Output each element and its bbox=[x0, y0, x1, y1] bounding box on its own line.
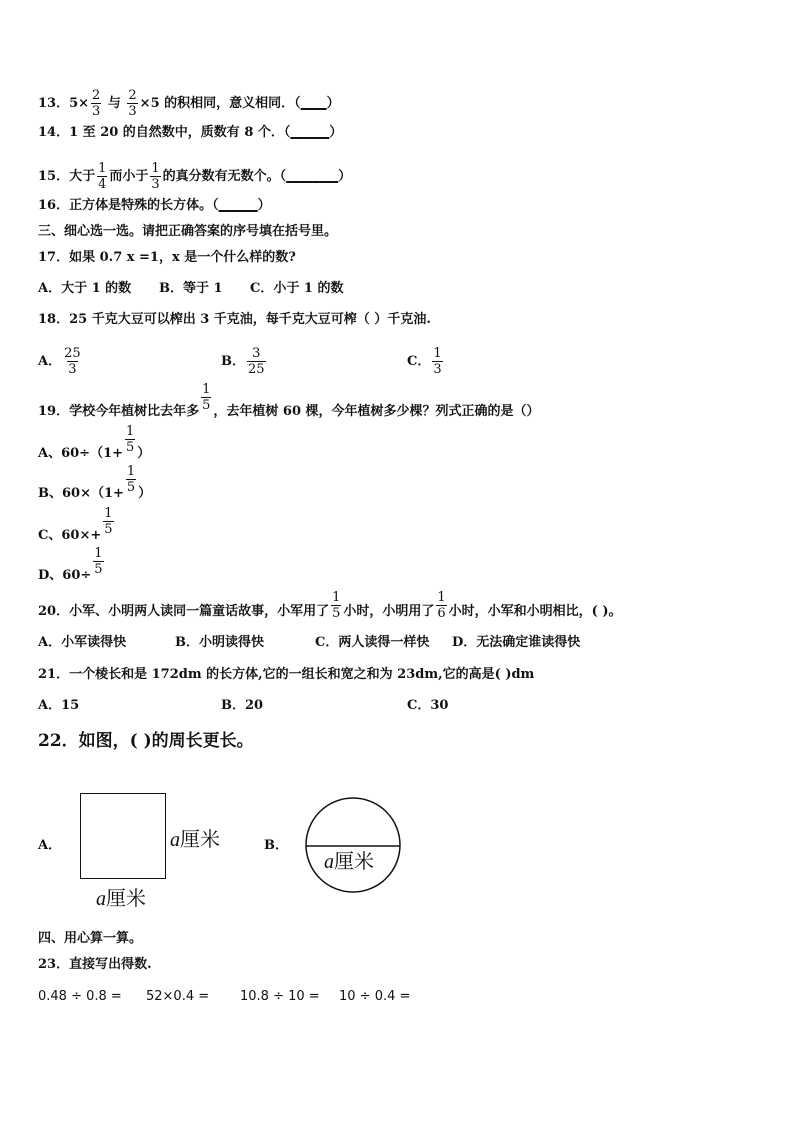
square-side-label: a厘米 bbox=[170, 827, 220, 851]
option-b[interactable]: B、60×（1+ $\frac{1}{5}$ ） bbox=[38, 464, 152, 501]
math-item: 10 ÷ 0.4 = bbox=[339, 989, 411, 1004]
option-c[interactable]: C．30 bbox=[407, 698, 449, 713]
question-13: 13．5× $\frac{2}{3}$ 与 $\frac{2}{3}$ ×5 的积相同，意义相同．（____） bbox=[38, 88, 340, 119]
fraction: $\frac{1}{4}$ bbox=[98, 161, 107, 192]
fraction: $\frac{1}{5}$ bbox=[126, 464, 136, 495]
section-3-heading: 三、细心选一选。请把正确答案的序号填在括号里。 bbox=[38, 224, 338, 239]
fraction: $\frac{3}{25}$ bbox=[248, 346, 265, 377]
math-item: 10.8 ÷ 10 = bbox=[240, 989, 320, 1004]
square-figure bbox=[80, 793, 166, 879]
option-c[interactable]: C．两人读得一样快 bbox=[315, 635, 430, 650]
question-17: 17．如果 0.7 x =1，x 是一个什么样的数? bbox=[38, 250, 296, 265]
option-c[interactable]: C、60×+ $\frac{1}{5}$ bbox=[38, 506, 113, 543]
question-20: 20．小军、小明两人读同一篇童话故事，小军用了 $\frac{1}{5}$ 小时，小明用了 $\frac{1}{6}$ 小时，小军和小明相比，( )。 bbox=[38, 590, 622, 621]
fraction: $\frac{1}{3}$ bbox=[151, 161, 160, 192]
fraction: $\frac{1}{5}$ bbox=[126, 424, 135, 455]
circle-diameter-label: a厘米 bbox=[324, 849, 374, 873]
fraction: $\frac{2}{3}$ bbox=[128, 88, 137, 119]
option-b[interactable]: B．等于 1 bbox=[159, 281, 223, 296]
section-4-heading: 四、用心算一算。 bbox=[38, 931, 143, 946]
answer-blank[interactable]: ________ bbox=[286, 169, 339, 184]
question-18: 18．25 千克大豆可以榨出 3 千克油，每千克大豆可榨（ ）千克油. bbox=[38, 312, 431, 327]
question-23: 23．直接写出得数. bbox=[38, 957, 152, 972]
question-22: 22．如图，( )的周长更长。 bbox=[38, 731, 254, 751]
fraction: $\frac{1}{5}$ bbox=[332, 590, 341, 621]
question-16: 16．正方体是特殊的长方体。（______） bbox=[38, 198, 271, 213]
option-a-label[interactable]: A． bbox=[38, 838, 62, 853]
fraction: $\frac{2}{3}$ bbox=[92, 88, 101, 119]
fraction: $\frac{1}{5}$ bbox=[104, 506, 113, 537]
fraction: $\frac{1}{3}$ bbox=[433, 346, 442, 377]
math-item: 0.48 ÷ 0.8 = bbox=[38, 989, 122, 1004]
option-b[interactable]: B．小明读得快 bbox=[175, 635, 264, 650]
option-d[interactable]: D、60÷ $\frac{1}{5}$ bbox=[38, 546, 103, 583]
question-15: 15．大于 $\frac{1}{4}$ 而小于 $\frac{1}{3}$ 的真分数有无数个。（________） bbox=[38, 161, 352, 192]
fraction: $\frac{1}{5}$ bbox=[202, 382, 211, 413]
option-c[interactable]: C． $\frac{1}{3}$ bbox=[407, 346, 442, 377]
fraction: $\frac{25}{3}$ bbox=[64, 346, 81, 377]
question-21: 21．一个棱长和是 172dm 的长方体,它的一组长和宽之和为 23dm,它的高是( )dm bbox=[38, 667, 535, 682]
option-d[interactable]: D．无法确定谁读得快 bbox=[452, 635, 581, 650]
option-c[interactable]: C．小于 1 的数 bbox=[250, 281, 344, 296]
option-b[interactable]: B． $\frac{3}{25}$ bbox=[221, 346, 265, 377]
question-14: 14．1 至 20 的自然数中，质数有 8 个．（______） bbox=[38, 125, 343, 140]
option-a[interactable]: A．大于 1 的数 bbox=[38, 281, 132, 296]
option-b-label[interactable]: B． bbox=[264, 838, 288, 853]
option-a[interactable]: A． $\frac{25}{3}$ bbox=[38, 346, 81, 377]
answer-blank[interactable]: ______ bbox=[218, 198, 258, 213]
option-a[interactable]: A．小军读得快 bbox=[38, 635, 127, 650]
option-a[interactable]: A、60÷（1+ $\frac{1}{5}$ ） bbox=[38, 424, 151, 461]
answer-blank[interactable]: ____ bbox=[300, 96, 327, 111]
answer-blank[interactable]: ______ bbox=[290, 125, 330, 140]
square-bottom-label: a厘米 bbox=[96, 886, 146, 910]
math-item: 52×0.4 = bbox=[146, 989, 210, 1004]
fraction: $\frac{1}{6}$ bbox=[437, 590, 446, 621]
option-a[interactable]: A．15 bbox=[38, 698, 80, 713]
option-b[interactable]: B．20 bbox=[221, 698, 264, 713]
question-19: 19．学校今年植树比去年多 $\frac{1}{5}$ ，去年植树 60 棵，今年植树多少棵？列式正确的是（） bbox=[38, 382, 540, 419]
fraction: $\frac{1}{5}$ bbox=[94, 546, 103, 577]
